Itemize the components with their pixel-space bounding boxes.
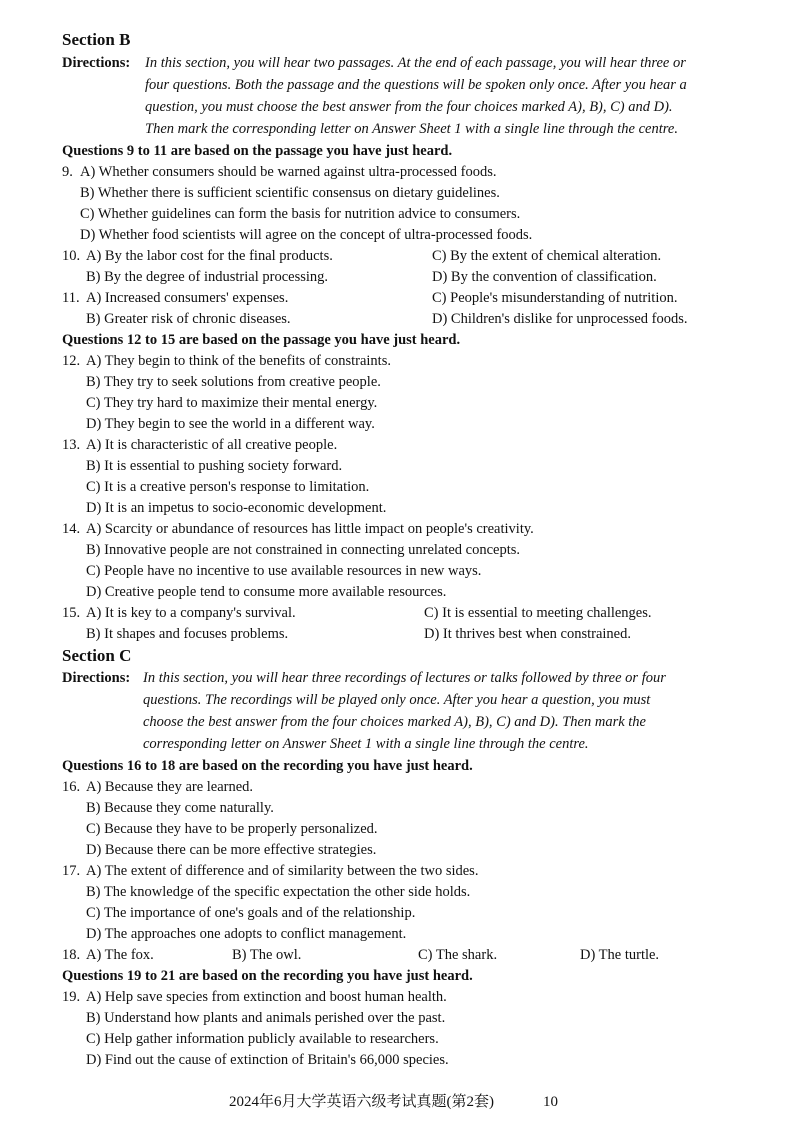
question-12 bbox=[0, 351, 800, 371]
question-number: 11. bbox=[62, 290, 80, 306]
section-c-directions-line bbox=[0, 668, 800, 688]
question-13-option bbox=[0, 498, 800, 518]
question-16-option bbox=[0, 819, 800, 839]
question-12-option bbox=[0, 372, 800, 392]
question-19-option bbox=[0, 1029, 800, 1049]
option-a: A) It is characteristic of all creative people. bbox=[86, 437, 338, 453]
question-10-options bbox=[0, 267, 800, 287]
option-c: C) The shark. bbox=[418, 947, 498, 963]
option-d: D) The approaches one adopts to conflict management. bbox=[86, 926, 407, 942]
directions-text: question, you must choose the best answer from the four choices marked A), B), C) and D). bbox=[145, 99, 673, 115]
option-c: C) By the extent of chemical alteration. bbox=[432, 248, 662, 264]
question-number: 13. bbox=[62, 437, 81, 453]
option-a: A) Because they are learned. bbox=[86, 779, 254, 795]
question-number: 14. bbox=[62, 521, 81, 537]
option-b: B) Greater risk of chronic diseases. bbox=[86, 311, 291, 327]
page-number: 10 bbox=[543, 1094, 558, 1110]
question-9 bbox=[0, 162, 800, 182]
option-c: C) The importance of one's goals and of the relationship. bbox=[86, 905, 416, 921]
option-a: A) By the labor cost for the final products. bbox=[86, 248, 333, 264]
question-19-option bbox=[0, 1050, 800, 1070]
section-c-directions-line bbox=[0, 690, 800, 710]
question-13-option bbox=[0, 477, 800, 497]
option-b: B) Understand how plants and animals perished over the past. bbox=[86, 1010, 446, 1026]
question-10 bbox=[0, 246, 800, 266]
option-d: D) They begin to see the world in a different way. bbox=[86, 416, 375, 432]
question-17-option bbox=[0, 903, 800, 923]
question-number: 12. bbox=[62, 353, 81, 369]
option-d: D) It is an impetus to socio-economic development. bbox=[86, 500, 387, 516]
question-15-options bbox=[0, 624, 800, 644]
question-19-option bbox=[0, 1008, 800, 1028]
question-13 bbox=[0, 435, 800, 455]
directions-text: choose the best answer from the four choices marked A), B), C) and D). Then mark the bbox=[143, 714, 646, 730]
question-group-heading bbox=[0, 756, 800, 776]
option-d: D) The turtle. bbox=[580, 947, 660, 963]
question-18 bbox=[0, 945, 800, 965]
option-c: C) People have no incentive to use available resources in new ways. bbox=[86, 563, 482, 579]
option-b: B) It is essential to pushing society forward. bbox=[86, 458, 343, 474]
option-c: C) It is a creative person's response to limitation. bbox=[86, 479, 370, 495]
directions-text: four questions. Both the passage and the questions will be spoken only once. After you hear a bbox=[145, 77, 687, 93]
question-13-option bbox=[0, 456, 800, 476]
section-c-heading bbox=[0, 646, 800, 666]
option-a: A) Help save species from extinction and boost human health. bbox=[86, 989, 447, 1005]
page-footer bbox=[0, 1092, 800, 1112]
section-b-directions-line bbox=[0, 53, 800, 73]
option-b: B) The owl. bbox=[232, 947, 302, 963]
directions-label: Directions: bbox=[62, 670, 131, 686]
question-9-option bbox=[0, 225, 800, 245]
option-d: D) By the convention of classification. bbox=[432, 269, 657, 285]
option-b: B) The knowledge of the specific expectation the other side holds. bbox=[86, 884, 471, 900]
question-11-options bbox=[0, 309, 800, 329]
question-16 bbox=[0, 777, 800, 797]
option-c: C) It is essential to meeting challenges. bbox=[424, 605, 652, 621]
option-d: D) Whether food scientists will agree on the concept of ultra-processed foods. bbox=[80, 227, 533, 243]
question-number: 10. bbox=[62, 248, 81, 264]
option-a: A) It is key to a company's survival. bbox=[86, 605, 296, 621]
question-12-option bbox=[0, 393, 800, 413]
section-b-directions-line bbox=[0, 75, 800, 95]
group-heading-text: Questions 9 to 11 are based on the passage you have just heard. bbox=[62, 143, 453, 159]
group-heading-text: Questions 19 to 21 are based on the recording you have just heard. bbox=[62, 968, 473, 984]
question-9-option bbox=[0, 204, 800, 224]
option-b: B) Innovative people are not constrained in connecting unrelated concepts. bbox=[86, 542, 521, 558]
option-a: A) Increased consumers' expenses. bbox=[86, 290, 289, 306]
directions-text: In this section, you will hear three recordings of lectures or talks followed by three or four bbox=[143, 670, 666, 686]
question-number: 9. bbox=[62, 164, 73, 180]
question-11 bbox=[0, 288, 800, 308]
section-b-heading bbox=[0, 30, 800, 50]
group-heading-text: Questions 12 to 15 are based on the passage you have just heard. bbox=[62, 332, 461, 348]
question-16-option bbox=[0, 840, 800, 860]
option-c: C) Because they have to be properly personalized. bbox=[86, 821, 378, 837]
option-a: A) The fox. bbox=[86, 947, 154, 963]
option-a: A) Scarcity or abundance of resources has little impact on people's creativity. bbox=[86, 521, 534, 537]
option-d: D) Find out the cause of extinction of Britain's 66,000 species. bbox=[86, 1052, 449, 1068]
option-b: B) Whether there is sufficient scientific consensus on dietary guidelines. bbox=[80, 185, 500, 201]
option-d: D) Creative people tend to consume more available resources. bbox=[86, 584, 447, 600]
option-c: C) Help gather information publicly available to researchers. bbox=[86, 1031, 439, 1047]
directions-text: Then mark the corresponding letter on Answer Sheet 1 with a single line through the centre. bbox=[145, 121, 678, 137]
option-b: B) They try to seek solutions from creative people. bbox=[86, 374, 381, 390]
option-a: A) The extent of difference and of similarity between the two sides. bbox=[86, 863, 479, 879]
question-15 bbox=[0, 603, 800, 623]
option-c: C) They try hard to maximize their mental energy. bbox=[86, 395, 378, 411]
question-17-option bbox=[0, 924, 800, 944]
question-group-heading bbox=[0, 141, 800, 161]
question-17 bbox=[0, 861, 800, 881]
question-9-option bbox=[0, 183, 800, 203]
option-b: B) By the degree of industrial processing. bbox=[86, 269, 329, 285]
question-number: 17. bbox=[62, 863, 81, 879]
question-14-option bbox=[0, 540, 800, 560]
option-c: C) Whether guidelines can form the basis for nutrition advice to consumers. bbox=[80, 206, 521, 222]
option-c: C) People's misunderstanding of nutrition. bbox=[432, 290, 678, 306]
question-group-heading bbox=[0, 330, 800, 350]
question-group-heading bbox=[0, 966, 800, 986]
option-d: D) Children's dislike for unprocessed foods. bbox=[432, 311, 688, 327]
section-c-directions-line bbox=[0, 712, 800, 732]
section-b-directions-line bbox=[0, 97, 800, 117]
option-b: B) Because they come naturally. bbox=[86, 800, 274, 816]
question-12-option bbox=[0, 414, 800, 434]
question-number: 19. bbox=[62, 989, 81, 1005]
section-title: Section B bbox=[62, 30, 131, 49]
question-14-option bbox=[0, 582, 800, 602]
question-14-option bbox=[0, 561, 800, 581]
option-d: D) It thrives best when constrained. bbox=[424, 626, 631, 642]
question-number: 15. bbox=[62, 605, 81, 621]
directions-text: corresponding letter on Answer Sheet 1 with a single line through the centre. bbox=[143, 736, 589, 752]
option-a: A) Whether consumers should be warned against ultra-processed foods. bbox=[80, 164, 497, 180]
section-c-directions-line bbox=[0, 734, 800, 754]
footer-title: 2024年6月大学英语六级考试真题(第2套) bbox=[229, 1094, 494, 1110]
option-b: B) It shapes and focuses problems. bbox=[86, 626, 289, 642]
section-b-directions-line bbox=[0, 119, 800, 139]
directions-label: Directions: bbox=[62, 55, 131, 71]
question-16-option bbox=[0, 798, 800, 818]
group-heading-text: Questions 16 to 18 are based on the recording you have just heard. bbox=[62, 758, 473, 774]
question-19 bbox=[0, 987, 800, 1007]
question-17-option bbox=[0, 882, 800, 902]
directions-text: questions. The recordings will be played only once. After you hear a question, you must bbox=[143, 692, 651, 708]
section-title: Section C bbox=[62, 646, 132, 665]
question-number: 18. bbox=[62, 947, 81, 963]
directions-text: In this section, you will hear two passages. At the end of each passage, you will hear three or bbox=[145, 55, 686, 71]
option-a: A) They begin to think of the benefits of constraints. bbox=[86, 353, 391, 369]
option-d: D) Because there can be more effective strategies. bbox=[86, 842, 377, 858]
question-14 bbox=[0, 519, 800, 539]
question-number: 16. bbox=[62, 779, 81, 795]
